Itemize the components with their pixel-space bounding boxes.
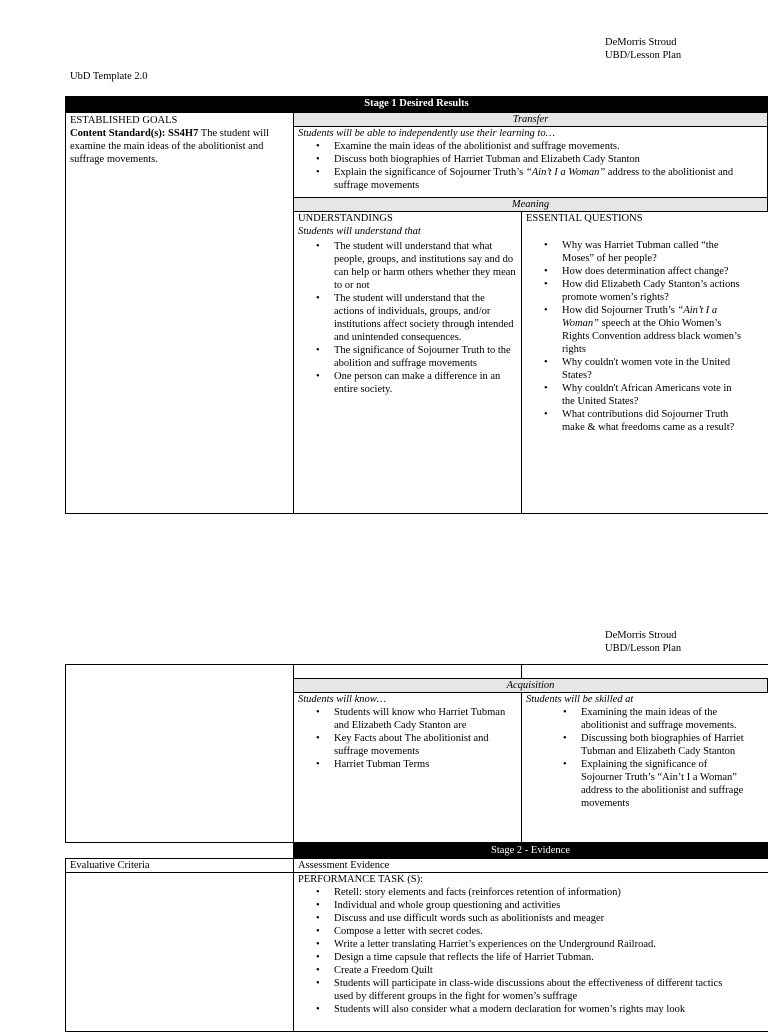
list-item: • Discussing both biographies of Harriet Tubman and Elizabeth Cady Stanton: [581, 732, 746, 758]
criteria-blank-cell: [65, 872, 294, 1032]
template-label: UbD Template 2.0: [70, 71, 148, 82]
blank-cell: [521, 664, 768, 679]
list-item: • Students will participate in class-wide discussions about the effectiveness of different tactics used by different groups in the fight for women’s suffrage: [334, 977, 742, 1003]
list-item: • Create a Freedom Quilt: [334, 964, 742, 977]
list-item: • Explaining the significance of Sojourner Truth’s “Ain’t I a Woman” address to the abolitionist and suffrage movements: [581, 758, 746, 810]
list-item: • The student will understand that the actions of individuals, groups, and/or institutions affect society through intended and unintended consequences.: [334, 292, 517, 344]
skilled-cell: [521, 692, 768, 843]
list-item: • Examine the main ideas of the abolitionist and suffrage movements.: [334, 140, 763, 153]
stage1-header: Stage 1 Desired Results: [65, 96, 768, 112]
list-item: • Write a letter translating Harriet’s experiences on the Underground Railroad.: [334, 938, 742, 951]
understandings-label: UNDERSTANDINGS: [298, 213, 393, 224]
list-item: • The student will understand that what people, groups, and institutions say and do can help or harm others whether they mean to or not: [334, 240, 517, 292]
skilled-list: [526, 706, 746, 810]
list-item: • Why couldn't African Americans vote in the United States?: [562, 382, 742, 408]
list-item: • Harriet Tubman Terms: [334, 758, 517, 771]
document-type: UBD/Lesson Plan: [605, 643, 682, 654]
content-standard: [70, 127, 289, 166]
left-blank-cell: [65, 664, 294, 843]
acquisition-header: Acquisition: [293, 678, 768, 693]
list-item: • Why was Harriet Tubman called “the Moses” of her people?: [562, 239, 742, 265]
assessment-evidence: Assessment Evidence: [293, 858, 768, 873]
established-goals-label: ESTABLISHED GOALS: [70, 115, 178, 126]
know-list: [298, 706, 517, 771]
list-item: • The significance of Sojourner Truth to the abolition and suffrage movements: [334, 344, 517, 370]
blank-cell: [293, 664, 522, 679]
author-name: DeMorris Stroud: [605, 630, 677, 641]
content-standard-label: Content Standard(s): SS4H7: [70, 128, 199, 139]
performance-task-cell: [293, 872, 768, 1032]
transfer-cell: [293, 126, 768, 198]
established-goals-cell: [65, 112, 294, 514]
list-item: • Discuss both biographies of Harriet Tubman and Elizabeth Cady Stanton: [334, 153, 763, 166]
skilled-lead: Students will be skilled at: [526, 694, 634, 705]
stage2-header: Stage 2 - Evidence: [293, 843, 768, 859]
evaluative-criteria: Evaluative Criteria: [65, 858, 294, 873]
list-item: • Retell: story elements and facts (reinforces retention of information): [334, 886, 742, 899]
list-item: • How did Elizabeth Cady Stanton’s actions promote women’s rights?: [562, 278, 742, 304]
understandings-cell: [293, 211, 522, 514]
list-item: • What contributions did Sojourner Truth make & what freedoms came as a result?: [562, 408, 742, 434]
transfer-header: Transfer: [293, 112, 768, 127]
meaning-header: Meaning: [293, 197, 768, 212]
essential-questions-label: ESSENTIAL QUESTIONS: [526, 213, 643, 224]
list-item: • How does determination affect change?: [562, 265, 742, 278]
list-item: • Compose a letter with secret codes.: [334, 925, 742, 938]
list-item: • Design a time capsule that reflects the life of Harriet Tubman.: [334, 951, 742, 964]
document-type: UBD/Lesson Plan: [605, 50, 682, 61]
list-item: • Individual and whole group questioning and activities: [334, 899, 742, 912]
transfer-list: [298, 140, 763, 192]
know-lead: Students will know…: [298, 694, 387, 705]
list-item: • Explain the significance of Sojourner Truth’s “Ain’t I a Woman” address to the abolitionist and suffrage movements: [334, 166, 763, 192]
understandings-list: [298, 240, 517, 396]
essential-questions-cell: [521, 211, 768, 514]
list-item: • One person can make a difference in an entire society.: [334, 370, 517, 396]
author-name: DeMorris Stroud: [605, 37, 677, 48]
transfer-lead: Students will be able to independently use their learning to…: [298, 128, 555, 139]
list-item: • Why couldn't women vote in the United States?: [562, 356, 742, 382]
list-item: • How did Sojourner Truth’s “Ain’t I a Woman” speech at the Ohio Women’s Rights Convention address black women’s rights: [562, 304, 742, 356]
essential-questions-list: [526, 239, 742, 434]
performance-task-label: PERFORMANCE TASK (S):: [298, 874, 423, 885]
list-item: • Students will know who Harriet Tubman and Elizabeth Cady Stanton are: [334, 706, 517, 732]
know-cell: [293, 692, 522, 843]
list-item: • Key Facts about The abolitionist and suffrage movements: [334, 732, 517, 758]
performance-task-list: [298, 886, 742, 1016]
understandings-lead: Students will understand that: [298, 226, 421, 237]
list-item: • Students will also consider what a modern declaration for women’s rights may look: [334, 1003, 742, 1016]
list-item: • Discuss and use difficult words such as abolitionists and meager: [334, 912, 742, 925]
content-standard-text: The student will examine the main ideas of the abolitionist and suffrage movements.: [70, 128, 270, 165]
list-item: • Examining the main ideas of the abolitionist and suffrage movements.: [581, 706, 746, 732]
